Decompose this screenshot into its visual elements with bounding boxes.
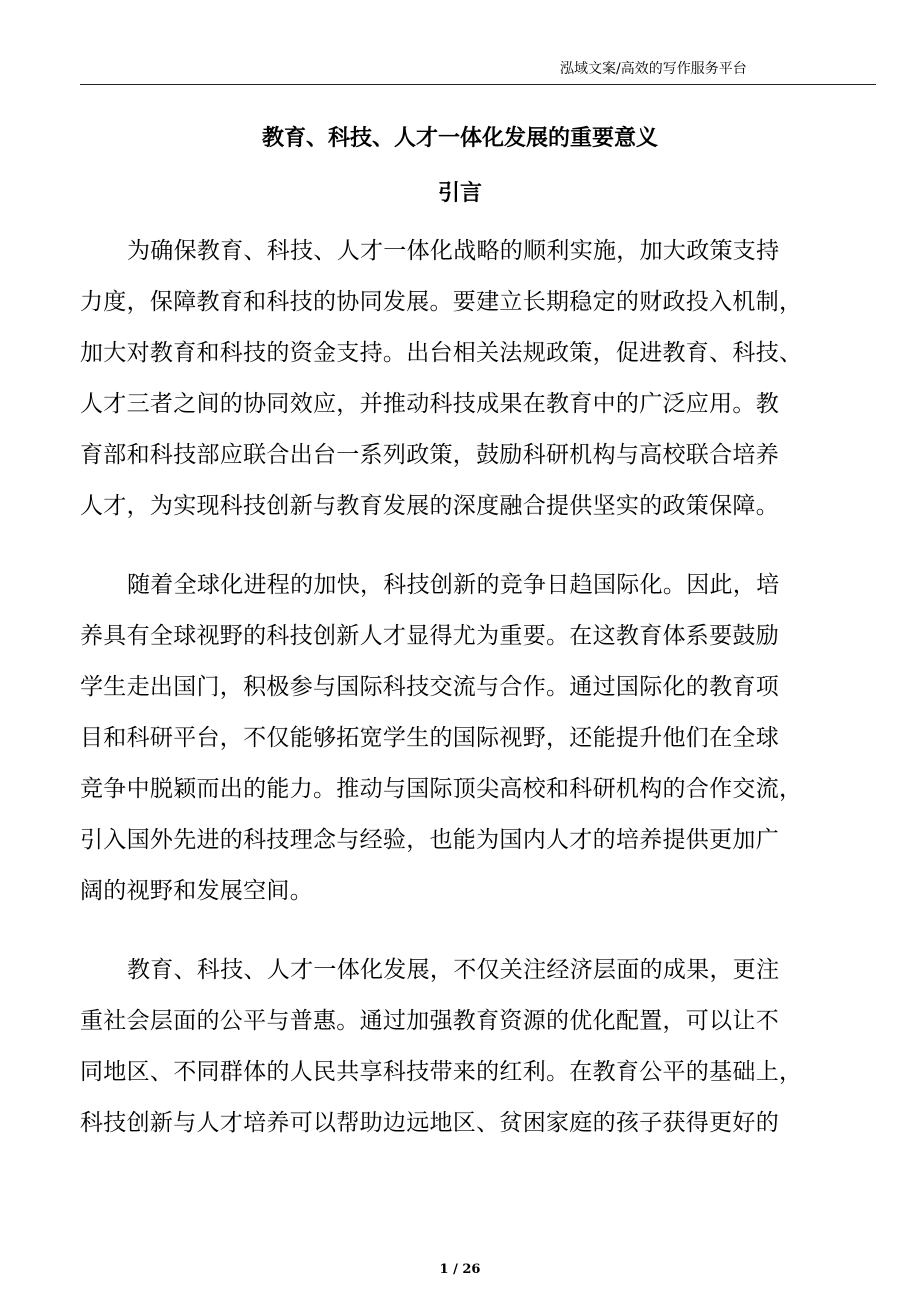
paragraph-line: 阔的视野和发展空间。 bbox=[80, 878, 313, 904]
paragraph-line: 为确保教育、科技、人才一体化战略的顺利实施，加大政策支持 bbox=[127, 238, 780, 264]
paragraph-line: 育部和科技部应联合出台一系列政策，鼓励科研机构与高校联合培养 bbox=[80, 442, 779, 468]
paragraph-line: 学生走出国门，积极参与国际科技交流与合作。通过国际化的教育项 bbox=[80, 674, 779, 700]
paragraph-line: 加大对教育和科技的资金支持。出台相关法规政策，促进教育、科技、 bbox=[80, 340, 803, 366]
paragraph-line: 科技创新与人才培养可以帮助边远地区、贫困家庭的孩子获得更好的 bbox=[80, 1110, 779, 1136]
header-site-name: 泓域文案/高效的写作服务平台 bbox=[560, 61, 747, 77]
paragraph-3 bbox=[80, 945, 850, 1149]
paragraph-line: 人才，为实现科技创新与教育发展的深度融合提供坚实的政策保障。 bbox=[80, 493, 779, 519]
document-body bbox=[80, 226, 850, 1177]
paragraph-1 bbox=[80, 226, 850, 532]
paragraph-line: 目和科研平台，不仅能够拓宽学生的国际视野，还能提升他们在全球 bbox=[80, 725, 779, 751]
section-heading: 引言 bbox=[437, 181, 482, 206]
paragraph-line: 力度，保障教育和科技的协同发展。要建立长期稳定的财政投入机制， bbox=[80, 289, 803, 315]
paragraph-2 bbox=[80, 560, 850, 917]
paragraph-line: 人才三者之间的协同效应，并推动科技成果在教育中的广泛应用。教 bbox=[80, 391, 779, 417]
paragraph-line: 教育、科技、人才一体化发展，不仅关注经济层面的成果，更注 bbox=[127, 957, 780, 983]
paragraph-line: 重社会层面的公平与普惠。通过加强教育资源的优化配置，可以让不 bbox=[80, 1008, 779, 1034]
page-number: 1 / 26 bbox=[439, 1262, 481, 1277]
paragraph-line: 竞争中脱颖而出的能力。推动与国际顶尖高校和科研机构的合作交流， bbox=[80, 776, 803, 802]
document-title: 教育、科技、人才一体化发展的重要意义 bbox=[261, 126, 658, 151]
paragraph-line: 养具有全球视野的科技创新人才显得尤为重要。在这教育体系要鼓励 bbox=[80, 623, 779, 649]
paragraph-line: 同地区、不同群体的人民共享科技带来的红利。在教育公平的基础上， bbox=[80, 1059, 803, 1085]
paragraph-line: 随着全球化进程的加快，科技创新的竞争日趋国际化。因此，培 bbox=[127, 572, 780, 598]
header-divider bbox=[80, 84, 876, 85]
paragraph-line: 引入国外先进的科技理念与经验，也能为国内人才的培养提供更加广 bbox=[80, 827, 779, 853]
